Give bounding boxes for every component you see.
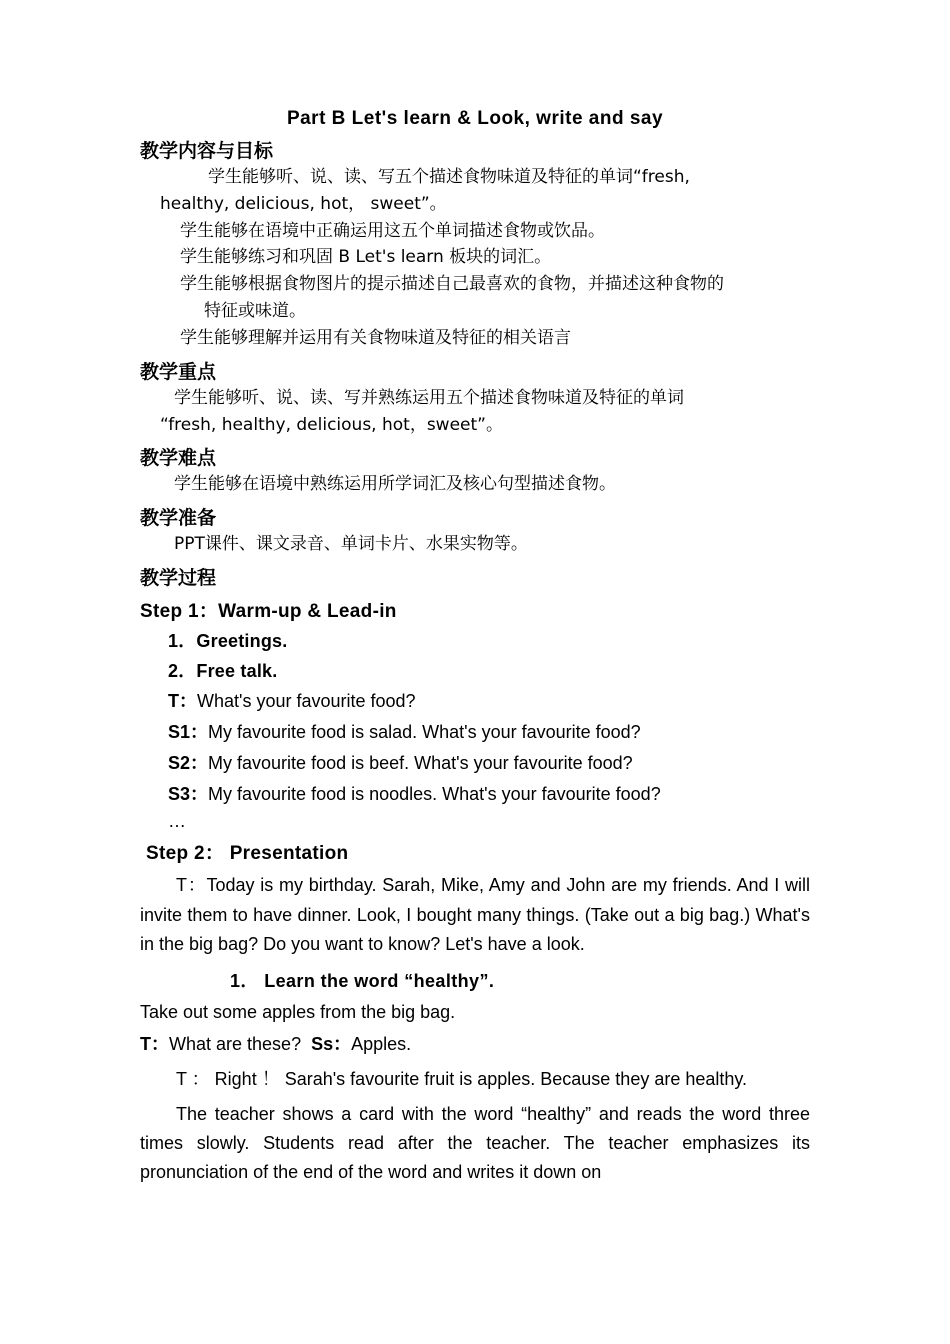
section-heading-process: 教学过程 — [140, 567, 217, 590]
key-point-line-2: “fresh, healthy, delicious, hot，sweet”。 — [160, 414, 503, 435]
step2-intro-paragraph: T：Today is my birthday. Sarah, Mike, Amy and John are my friends. And I will invite them to have dinner. Look, I bought many things. (Take out a big bag.) What's in the big bag? Do you want to know? Let's have a look. — [140, 875, 810, 954]
dialog-text-s3: My favourite food is noodles. What's your favourite food? — [208, 784, 661, 805]
objective-line-2: healthy, delicious, hot， sweet”。 — [160, 193, 447, 214]
step2-dialog-line — [140, 1030, 810, 1059]
dialog-speaker-s3: S3： — [168, 784, 209, 805]
step2-dialog-speaker-t: T： — [140, 1033, 169, 1054]
step1-item-free-talk: 2．Free talk. — [168, 661, 278, 682]
preparation-line-1: PPT课件、课文录音、单词卡片、水果实物等。 — [174, 534, 528, 555]
section-heading-key-points: 教学重点 — [140, 360, 217, 383]
key-point-line-1: 学生能够听、说、读、写并熟练运用五个描述食物味道及特征的单词 — [174, 387, 684, 408]
objective-line-3: 学生能够在语境中正确运用这五个单词描述食物或饮品。 — [180, 220, 605, 241]
step2-dialog-text-ss: Apples. — [351, 1033, 412, 1054]
dialog-line-s1 — [168, 719, 810, 745]
step2-heading: Step 2： Presentation — [146, 843, 349, 865]
objective-line-7: 学生能够理解并运用有关食物味道及特征的相关语言 — [180, 327, 571, 348]
dialog-line-s2 — [168, 750, 810, 776]
step2-activity-title: 1． Learn the word “healthy”. — [230, 970, 495, 991]
page-title: Part B Let's learn & Look, write and say — [286, 108, 664, 129]
dialog-speaker-s1: S1： — [168, 722, 209, 743]
section-heading-objectives: 教学内容与目标 — [140, 140, 274, 162]
dialog-line-t — [168, 688, 810, 714]
dialog-speaker-s2: S2： — [168, 753, 209, 774]
step2-dialog-text-t: What are these? — [169, 1033, 302, 1054]
dialog-text-t: What's your favourite food? — [197, 691, 416, 712]
dialog-speaker-t: T： — [168, 691, 197, 712]
dialog-line-s3 — [168, 781, 810, 807]
step2-right-paragraph: T ： Right ！ Sarah's favourite fruit is apples. Because they are healthy. — [176, 1068, 748, 1089]
section-heading-preparation: 教学准备 — [140, 507, 217, 530]
dialog-ellipsis: … — [168, 811, 186, 832]
step2-dialog-speaker-ss: Ss： — [311, 1033, 352, 1054]
objective-line-5: 学生能够根据食物图片的提示描述自己最喜欢的食物，并描述这种食物的 — [180, 274, 724, 295]
step1-heading: Step 1：Warm-up & Lead-in — [140, 601, 397, 623]
difficulty-line-1: 学生能够在语境中熟练运用所学词汇及核心句型描述食物。 — [174, 474, 616, 495]
objective-line-1: 学生能够听、说、读、写五个描述食物味道及特征的单词“fresh, — [208, 167, 690, 187]
section-heading-difficulties: 教学难点 — [140, 447, 217, 470]
step2-teacher-paragraph: The teacher shows a card with the word “healthy” and reads the word three times slowly. Students read after the teacher. The teacher emphasizes its pronunciation of the end of the word and writes it down on — [140, 1103, 810, 1183]
objective-line-4: 学生能够练习和巩固 B Let's learn 板块的词汇。 — [180, 247, 552, 268]
step1-item-greetings: 1．Greetings. — [168, 631, 288, 652]
objective-line-6: 特征或味道。 — [204, 301, 306, 322]
step2-instruction-line: Take out some apples from the big bag. — [140, 1001, 456, 1022]
dialog-text-s1: My favourite food is salad. What's your favourite food? — [208, 722, 641, 743]
dialog-text-s2: My favourite food is beef. What's your favourite food? — [208, 753, 633, 774]
